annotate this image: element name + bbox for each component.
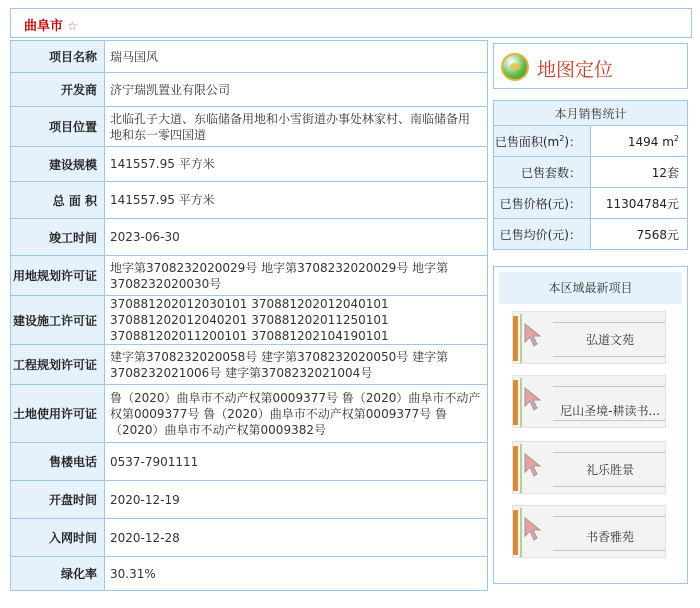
nearby-project-name[interactable]: 弘道文苑: [585, 333, 634, 347]
sales-title: 本月销售统计: [494, 101, 688, 126]
info-row-developer: [11, 73, 488, 107]
info-value: 0537-7901111: [105, 443, 488, 481]
info-row-location: [11, 107, 488, 147]
info-label: 开发商: [11, 73, 105, 107]
info-value: 2023-06-30: [105, 219, 488, 256]
info-value: 鲁（2020）曲阜市不动产权第0009377号 鲁（2020）曲阜市不动产权第0009377号 鲁（2020）曲阜市不动产权第0009377号 鲁（2020）曲阜市不动产权第0009382号: [105, 385, 488, 443]
info-row-engineering-permit: [11, 345, 488, 385]
sales-label-units: 已售套数：: [494, 157, 591, 188]
info-value: 2020-12-28: [105, 519, 488, 557]
nearby-project-card[interactable]: [512, 441, 666, 494]
nearby-project-card[interactable]: [512, 311, 666, 364]
info-label: 入网时间: [11, 519, 105, 557]
info-value: 济宁瑞凯置业有限公司: [105, 73, 488, 107]
info-value: 北临孔子大道、东临储备用地和小雪街道办事处林家村、南临储备用地和东一零四国道: [105, 107, 488, 147]
info-label: 建设施工许可证: [11, 296, 105, 345]
info-row-total-area: [11, 182, 488, 219]
info-value: 2020-12-19: [105, 481, 488, 519]
sales-label-price: 已售价格(元)：: [494, 188, 591, 219]
sales-value-units: 12套: [591, 157, 688, 188]
monthly-sales-table: [493, 100, 688, 250]
info-label: 建设规模: [11, 147, 105, 182]
cursor-placeholder-icon: [523, 322, 549, 348]
map-locate-label: 地图定位: [537, 59, 614, 81]
sales-row-avg-price: [494, 219, 688, 250]
info-label: 总 面 积: [11, 182, 105, 219]
sales-label-area: 已售面积$(m^2)$：: [494, 126, 591, 157]
info-label: 工程规划许可证: [11, 345, 105, 385]
cursor-placeholder-icon: [523, 452, 549, 478]
sales-row-units: [494, 157, 688, 188]
star-icon[interactable]: ☆: [67, 19, 78, 33]
info-label: 竣工时间: [11, 219, 105, 256]
info-row-online-date: [11, 519, 488, 557]
info-label: 土地使用许可证: [11, 385, 105, 443]
nearby-project-name[interactable]: 尼山圣境-耕读书...: [560, 404, 660, 418]
info-row-scale: [11, 147, 488, 182]
cursor-placeholder-icon: [523, 516, 549, 542]
nearby-project-card[interactable]: [512, 505, 666, 558]
info-row-land-use-permit: [11, 385, 488, 443]
info-label: 用地规划许可证: [11, 256, 105, 296]
project-info-table: [10, 40, 488, 591]
nearby-title: 本区域最新项目: [499, 272, 682, 304]
nearby-project-name[interactable]: 礼乐胜景: [585, 463, 634, 477]
info-value: 141557.95 平方米: [105, 182, 488, 219]
sales-row-price: [494, 188, 688, 219]
info-row-opening-date: [11, 481, 488, 519]
city-title: 曲阜市 ☆: [24, 19, 78, 34]
info-value: 瑞马国风: [105, 41, 488, 73]
info-label: 项目位置: [11, 107, 105, 147]
sales-value-avg-price: 7568元: [591, 219, 688, 250]
globe-icon: [501, 53, 529, 81]
info-label: 绿化率: [11, 557, 105, 591]
sales-row-area: [494, 126, 688, 157]
info-label: 售楼电话: [11, 443, 105, 481]
info-row-completion: [11, 219, 488, 256]
info-value: 141557.95 平方米: [105, 147, 488, 182]
nearby-projects-panel: [493, 266, 688, 584]
info-row-green-rate: [11, 557, 488, 591]
info-label: 开盘时间: [11, 481, 105, 519]
info-label: 项目名称: [11, 41, 105, 73]
sales-value-price: 11304784元: [591, 188, 688, 219]
info-value: 地字第3708232020029号 地字第3708232020029号 地字第3708232020030号: [105, 256, 488, 296]
cursor-placeholder-icon: [523, 386, 549, 412]
nearby-project-card[interactable]: [512, 375, 666, 428]
sales-value-area: 1494 $m^2$: [591, 126, 688, 157]
info-value: 30.31%: [105, 557, 488, 591]
info-row-sales-phone: [11, 443, 488, 481]
info-row-construction-permit: [11, 296, 488, 345]
info-value: 370881202012030101 370881202012040101 370881202012040201 370881202011250101 370881202011200101 370881202104190101: [105, 296, 488, 345]
info-row-name: [11, 41, 488, 73]
title-bar: [10, 8, 692, 38]
sales-label-avg-price: 已售均价(元)：: [494, 219, 591, 250]
nearby-project-name[interactable]: 书香雅苑: [585, 530, 634, 544]
info-row-land-planning-permit: [11, 256, 488, 296]
map-locate-button[interactable]: [493, 43, 688, 89]
info-value: 建字第3708232020058号 建字第3708232020050号 建字第3708232021006号 建字第3708232021004号: [105, 345, 488, 385]
